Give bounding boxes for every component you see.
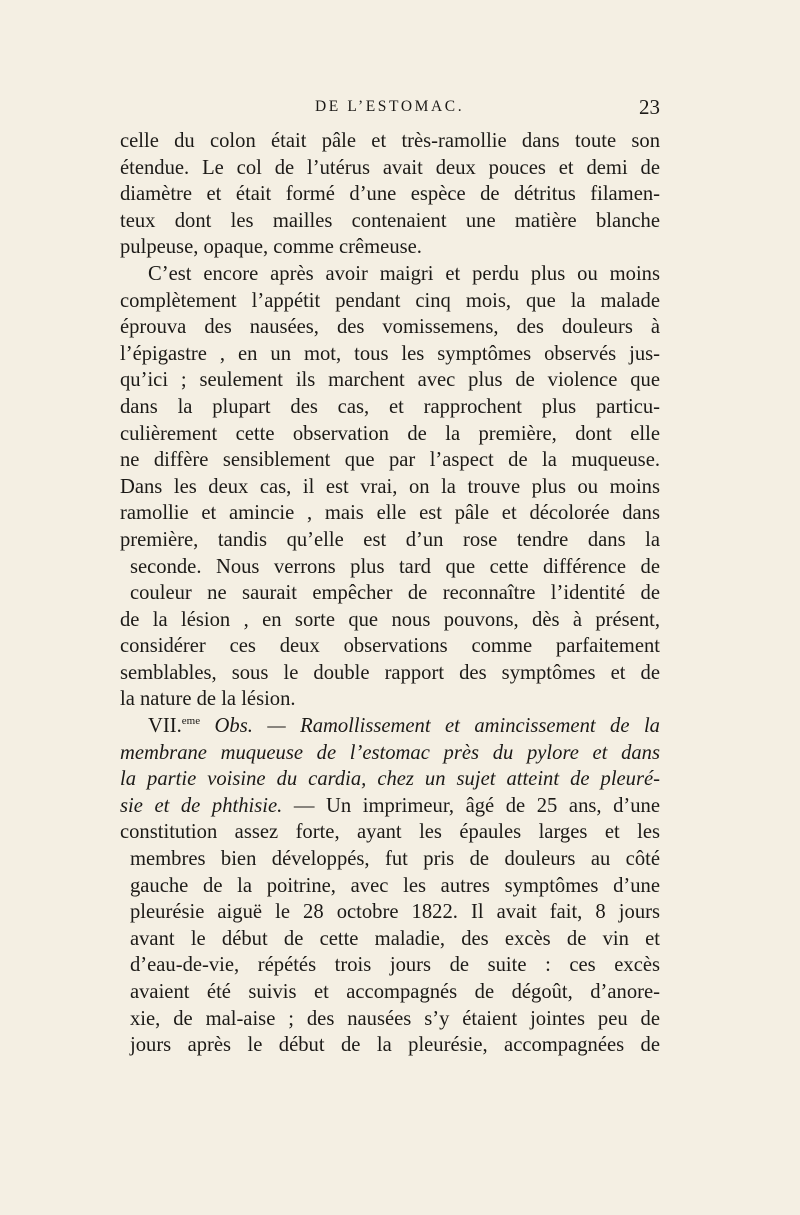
running-header: [120, 95, 660, 124]
text-line: celle du colon était pâle et très-ramollie dans toute son: [120, 130, 660, 152]
text-line: pulpeuse, opaque, comme crêmeuse.: [120, 236, 422, 259]
text-line: jours après le début de la pleurésie, accompagnées de: [130, 1034, 660, 1057]
text-line: culièrement cette observation de la première, dont elle: [120, 422, 660, 445]
text-line: seconde. Nous verrons plus tard que cette différence de: [130, 555, 660, 578]
text-line: l’épigastre , en un mot, tous les symptômes observés jus-: [120, 342, 660, 365]
text-line: pleurésie aiguë le 28 octobre 1822. Il avait fait, 8 jours: [130, 901, 660, 924]
text-line: gauche de la poitrine, avec les autres symptômes d’une: [130, 874, 660, 897]
observation-heading-line: [120, 713, 660, 740]
text-line: diamètre et était formé d’une espèce de détritus filamen-: [120, 183, 660, 206]
text-line: semblables, sous le double rapport des symptômes et de: [120, 661, 660, 684]
page-number: 23: [639, 95, 660, 119]
text-line: Dans les deux cas, il est vrai, on la trouve plus ou moins: [120, 475, 660, 498]
text-line: avant le début de cette maladie, des excès de vin et: [130, 927, 660, 950]
text-line: ramollie et amincie , mais elle est pâle et décolorée dans: [120, 502, 660, 525]
observation-title: — Ramollissement et amincissement de la: [267, 715, 660, 738]
text-line: étendue. Le col de l’utérus avait deux pouces et demi de: [120, 156, 660, 179]
text-line: C’est encore après avoir maigri et perdu plus ou moins: [148, 262, 660, 285]
text-line: considérer ces deux observations comme parfaitement: [120, 635, 660, 658]
text-line: complètement l’appétit pendant cinq mois, que la malade: [120, 289, 660, 312]
text-line: couleur ne saurait empêcher de reconnaître l’identité de: [130, 582, 660, 605]
text-line: avaient été suivis et accompagnés de dégoût, d’anore-: [130, 981, 660, 1003]
text-line: constitution assez forte, ayant les épaules larges et les: [120, 821, 660, 844]
body-text: [120, 128, 660, 1059]
observation-title-end: sie et de phthisie.: [120, 794, 283, 817]
text-line: la nature de la lésion.: [120, 688, 296, 711]
text-line: dans la plupart des cas, et rapprochent plus particu-: [120, 395, 660, 418]
text-line: de la lésion , en sorte que nous pouvons, dès à présent,: [120, 608, 660, 631]
observation-title-line: [120, 793, 660, 820]
observation-text-start: — Un imprimeur, âgé de 25 ans, d’une: [293, 794, 660, 817]
text-line: première, tandis qu’elle est d’un rose tendre dans la: [120, 528, 660, 551]
text-line: membres bien développés, fut pris de douleurs au côté: [130, 848, 660, 871]
text-line: ne diffère sensiblement que par l’aspect de la muqueuse.: [120, 449, 660, 472]
observation-superscript: eme: [181, 715, 201, 728]
running-title: DE L’ESTOMAC.: [315, 98, 465, 115]
observation-label: Obs.: [214, 715, 253, 738]
text-line: teux dont les mailles contenaient une matière blanche: [120, 209, 660, 232]
text-line: xie, de mal-aise ; des nausées s’y étaient jointes peu de: [130, 1007, 660, 1030]
observation-title-line: membrane muqueuse de l’estomac près du pylore et dans: [120, 741, 660, 764]
text-line: d’eau-de-vie, répétés trois jours de suite : ces excès: [130, 954, 660, 977]
text-line: qu’ici ; seulement ils marchent avec plus de violence que: [120, 369, 660, 392]
text-line: éprouva des nausées, des vomissemens, des douleurs à: [120, 316, 660, 339]
observation-title-line: la partie voisine du cardia, chez un sujet atteint de pleuré-: [120, 768, 660, 791]
observation-number: VII.: [148, 715, 182, 738]
